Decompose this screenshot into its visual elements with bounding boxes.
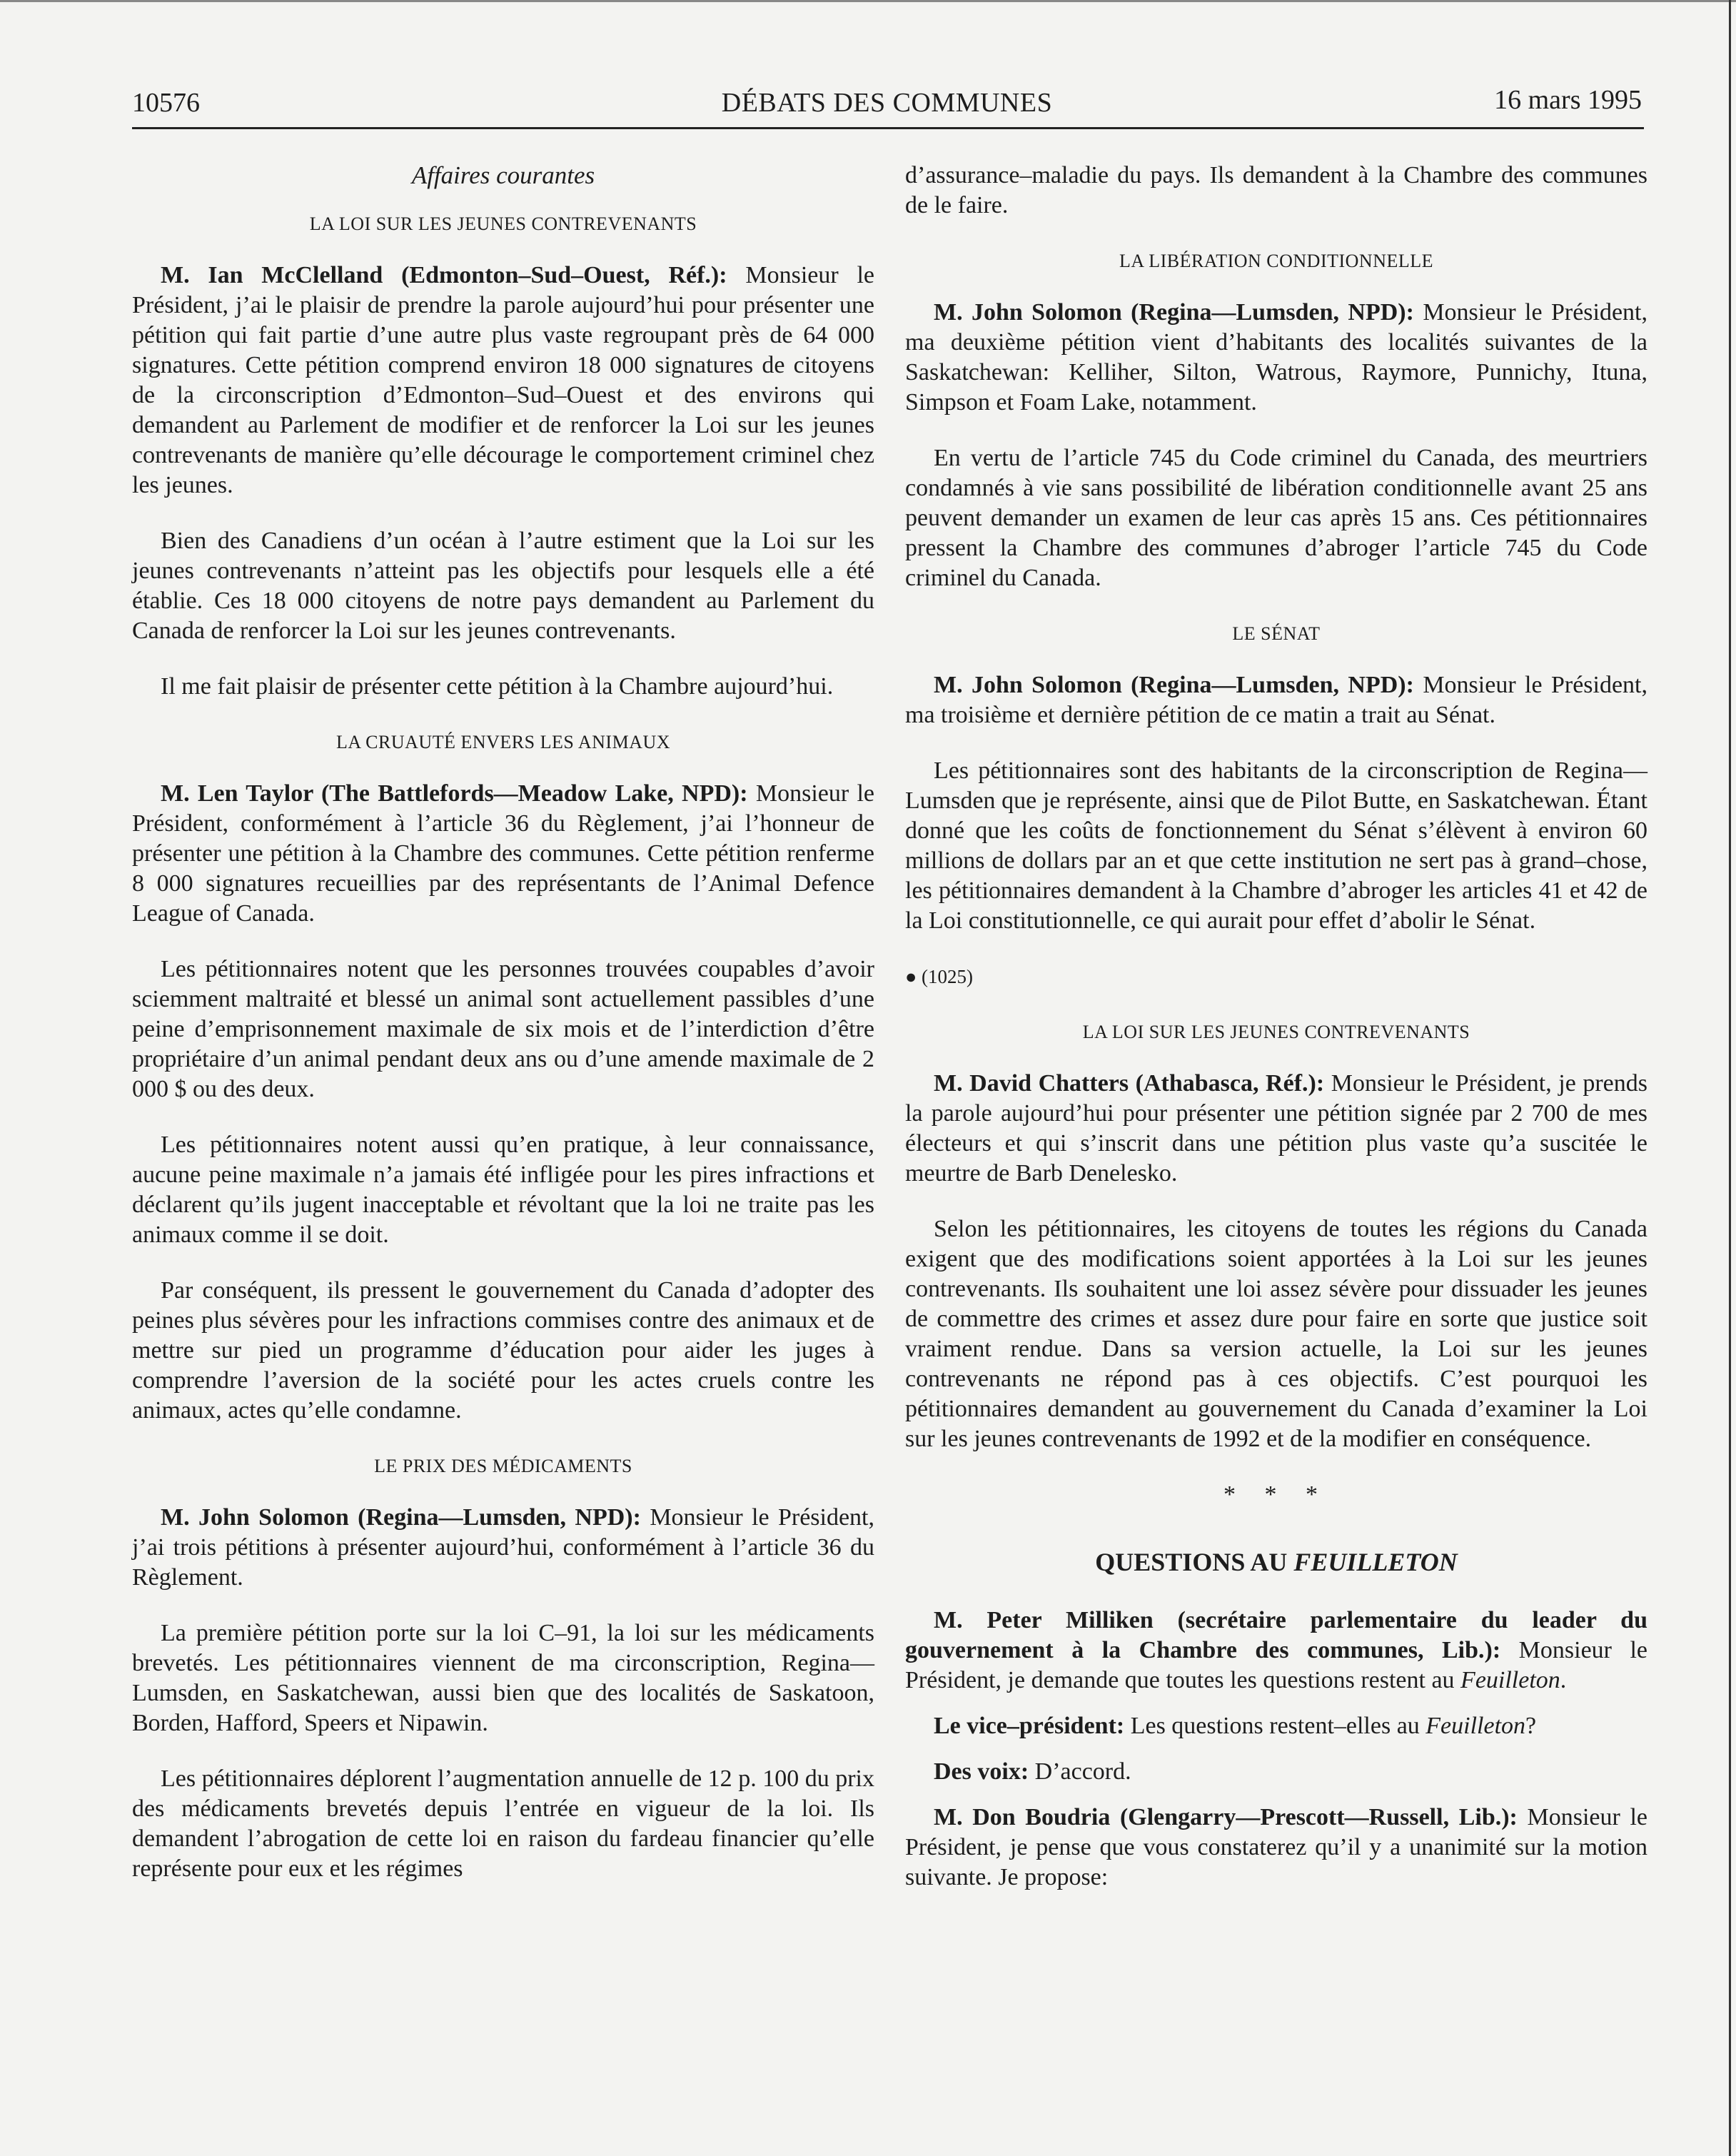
paragraph: Les pétitionnaires notent aussi qu’en pratique, à leur connaissance, aucune peine maximale n’a jamais été infligée pour les pires infractions et déclarent qu’ils jugent inacceptable et révoltant que la loi ne traite pas les animaux comme il se doit. bbox=[132, 1132, 874, 1248]
continued-paragraph: d’assurance–maladie du pays. Ils demandent à la Chambre des communes de le faire. bbox=[905, 162, 1647, 218]
section-heading: LA LOI SUR LES JEUNES CONTREVENANTS bbox=[1082, 1022, 1470, 1042]
section-heading: LA LIBÉRATION CONDITIONNELLE bbox=[1119, 251, 1434, 271]
speaker-name: Des voix: bbox=[934, 1758, 1029, 1785]
speaker-name: Le vice–président: bbox=[934, 1713, 1125, 1739]
speech-paragraph: M. Ian McClelland (Edmonton–Sud–Ouest, Réf.): Monsieur le Président, j’ai le plaisir de prendre la parole aujourd’hui pour présenter une pétition qui fait partie d’une autre plus vaste regroupant près de 64 000 signatures. Cette pétition comprend environ 18 000 signatures de citoyens de la circonscription d’Edmonton–Sud–Ouest et des environs qui demandent au Parlement de modifier et de renforcer la Loi sur les jeunes contrevenants de manière qu’elle décourage le comportement criminel chez les jeunes. bbox=[132, 262, 875, 498]
paragraph: Bien des Canadiens d’un océan à l’autre estiment que la Loi sur les jeunes contrevenants n’atteint pas les objectifs pour lesquels elle a été établie. Ces 18 000 citoyens de notre pays demandent au Parlement du Canada de renforcer la Loi sur les jeunes contrevenants. bbox=[132, 528, 874, 644]
page-header bbox=[132, 84, 1642, 130]
paragraph: Il me fait plaisir de présenter cette pétition à la Chambre aujourd’hui. bbox=[161, 673, 834, 700]
paragraph: Les pétitionnaires notent que les personnes trouvées coupables d’avoir sciemment maltraité et blessé un animal sont actuellement passibles d’une peine d’emprisonnement maximale de six mois et de l’interdiction d’être propriétaire d’un animal pendant deux ans ou d’une amende maximale de 2 000 $ ou des deux. bbox=[132, 956, 874, 1102]
speech-paragraph: M. John Solomon (Regina—Lumsden, NPD): Monsieur le Président, ma deuxième pétition vient d’habitants des localités suivantes de la Saskatchewan: Kelliher, Silton, Watrous, Raymore, Punnichy, Ituna, Simpson et Foam Lake, notamment. bbox=[905, 299, 1647, 415]
speech-paragraph: M. John Solomon (Regina—Lumsden, NPD): Monsieur le Président, ma troisième et dernière pétition de ce matin a trait au Sénat. bbox=[905, 672, 1647, 728]
speaker-name: M. Ian McClelland (Edmonton–Sud–Ouest, Réf.): bbox=[161, 262, 727, 288]
section-separator: * * * bbox=[1223, 1481, 1329, 1508]
time-marker: ● (1025) bbox=[905, 966, 974, 987]
page-top-edge bbox=[0, 0, 1736, 2]
section-heading: LA LOI SUR LES JEUNES CONTREVENANTS bbox=[309, 213, 697, 234]
speech-paragraph: M. Len Taylor (The Battlefords—Meadow Lake, NPD): Monsieur le Président, conformément à l’article 36 du Règlement, j’ai l’honneur de présenter une pétition à la Chambre des communes. Cette pétition renferme 8 000 signatures recueillies par des représentants de l’Animal Defence League of Canada. bbox=[132, 780, 874, 927]
paragraph: Les pétitionnaires sont des habitants de la circonscription de Regina—Lumsden que je représente, ainsi que de Pilot Butte, en Saskatchewan. Étant donné que les coûts de fonctionnement du Sénat s’élèvent à environ 60 millions de dollars par an et que cette institution ne sert pas à grand–chose, les pétitionnaires demandent à la Chambre d’abroger les articles 41 et 42 de la Loi constitutionnelle, ce qui aurait pour effet d’abolir le Sénat. bbox=[905, 757, 1647, 934]
speech-paragraph: Le vice–président: Les questions restent–elles au Feuilleton? bbox=[934, 1713, 1537, 1739]
left-column bbox=[132, 161, 874, 1910]
section-heading: LE PRIX DES MÉDICAMENTS bbox=[374, 1456, 632, 1476]
speech-paragraph: M. David Chatters (Athabasca, Réf.): Monsieur le Président, je prends la parole aujourd’hui pour présenter une pétition signée par 2 700 de mes électeurs et qui s’inscrit dans une pétition plus vaste qu’a suscitée le meurtre de Barb Denelesko. bbox=[905, 1070, 1648, 1187]
paragraph: En vertu de l’article 745 du Code criminel du Canada, des meurtriers condamnés à vie sans possibilité de libération conditionnelle avant 25 ans peuvent demander un examen de leur cas après 15 ans. Ces pétitionnaires pressent la Chambre des communes d’abroger l’article 745 du Code criminel du Canada. bbox=[905, 445, 1647, 591]
speaker-name: M. David Chatters (Athabasca, Réf.): bbox=[934, 1070, 1325, 1097]
section-heading: LE SÉNAT bbox=[1232, 623, 1321, 644]
speech-paragraph: M. Don Boudria (Glengarry—Prescott—Russell, Lib.): Monsieur le Président, je pense que vous constaterez qu’il y a unanimité sur la motion suivante. Je propose: bbox=[905, 1804, 1648, 1890]
page-number: 10576 bbox=[132, 88, 200, 118]
speech-paragraph: M. John Solomon (Regina—Lumsden, NPD): Monsieur le Président, j’ai trois pétitions à présenter aujourd’hui, conformément à l’article 36 du Règlement. bbox=[132, 1504, 874, 1591]
speaker-name: M. Peter Milliken (secrétaire parlementaire du leader du gouvernement à la Chambre des communes, Lib.): bbox=[905, 1607, 1647, 1663]
speech-paragraph: M. Peter Milliken (secrétaire parlementaire du leader du gouvernement à la Chambre des communes, Lib.): Monsieur le Président, je demande que toutes les questions restent au Feuilleton. bbox=[905, 1607, 1648, 1693]
speaker-name: M. Don Boudria (Glengarry—Prescott—Russell, Lib.): bbox=[934, 1804, 1518, 1830]
paragraph: Les pétitionnaires déplorent l’augmentation annuelle de 12 p. 100 du prix des médicaments brevetés depuis l’entrée en vigueur de la loi. Ils demandent l’abrogation de cette loi en raison du fardeau financier qu’elle représente pour eux et les régimes bbox=[132, 1765, 874, 1882]
questions-heading: QUESTIONS AU FEUILLETON bbox=[1095, 1548, 1458, 1576]
speech-paragraph: Des voix: D’accord. bbox=[934, 1758, 1131, 1785]
topic-heading: Affaires courantes bbox=[411, 161, 595, 189]
section-heading: LA CRUAUTÉ ENVERS LES ANIMAUX bbox=[335, 732, 671, 752]
publication-title: DÉBATS DES COMMUNES bbox=[721, 88, 1053, 118]
speaker-name: M. John Solomon (Regina—Lumsden, NPD): bbox=[161, 1504, 641, 1531]
speaker-name: M. Len Taylor (The Battlefords—Meadow Lake, NPD): bbox=[161, 780, 748, 807]
paragraph: Par conséquent, ils pressent le gouvernement du Canada d’adopter des peines plus sévères pour les infractions commises contre des animaux et de mettre sur pied un programme d’éducation pour aider les juges à comprendre l’aversion de la société pour les actes cruels contre les animaux, actes qu’elle condamne. bbox=[132, 1277, 874, 1424]
right-column bbox=[905, 161, 1647, 1908]
speaker-name: M. John Solomon (Regina—Lumsden, NPD): bbox=[934, 672, 1414, 698]
header-rule bbox=[132, 127, 1644, 129]
page-right-edge bbox=[1729, 0, 1731, 2156]
publication-date: 16 mars 1995 bbox=[1494, 85, 1642, 115]
paragraph: La première pétition porte sur la loi C–91, la loi sur les médicaments brevetés. Les pétitionnaires viennent de ma circonscription, Regina—Lumsden, en Saskatchewan, aussi bien que des localités de Saskatoon, Borden, Hafford, Speers et Nipawin. bbox=[132, 1620, 874, 1736]
paragraph: Selon les pétitionnaires, les citoyens de toutes les régions du Canada exigent que des modifications soient apportées à la Loi sur les jeunes contrevenants. Ils souhaitent une loi assez sévère pour dissuader les jeunes de commettre des crimes et assez dure pour faire en sorte que justice soit vraiment rendue. Dans sa version actuelle, la Loi sur les jeunes contrevenants ne répond pas à ces objectifs. C’est pourquoi les pétitionnaires demandent au gouvernement du Canada d’examiner la Loi sur les jeunes contrevenants de 1992 et de la modifier en conséquence. bbox=[905, 1216, 1647, 1452]
speaker-name: M. John Solomon (Regina—Lumsden, NPD): bbox=[934, 299, 1414, 326]
